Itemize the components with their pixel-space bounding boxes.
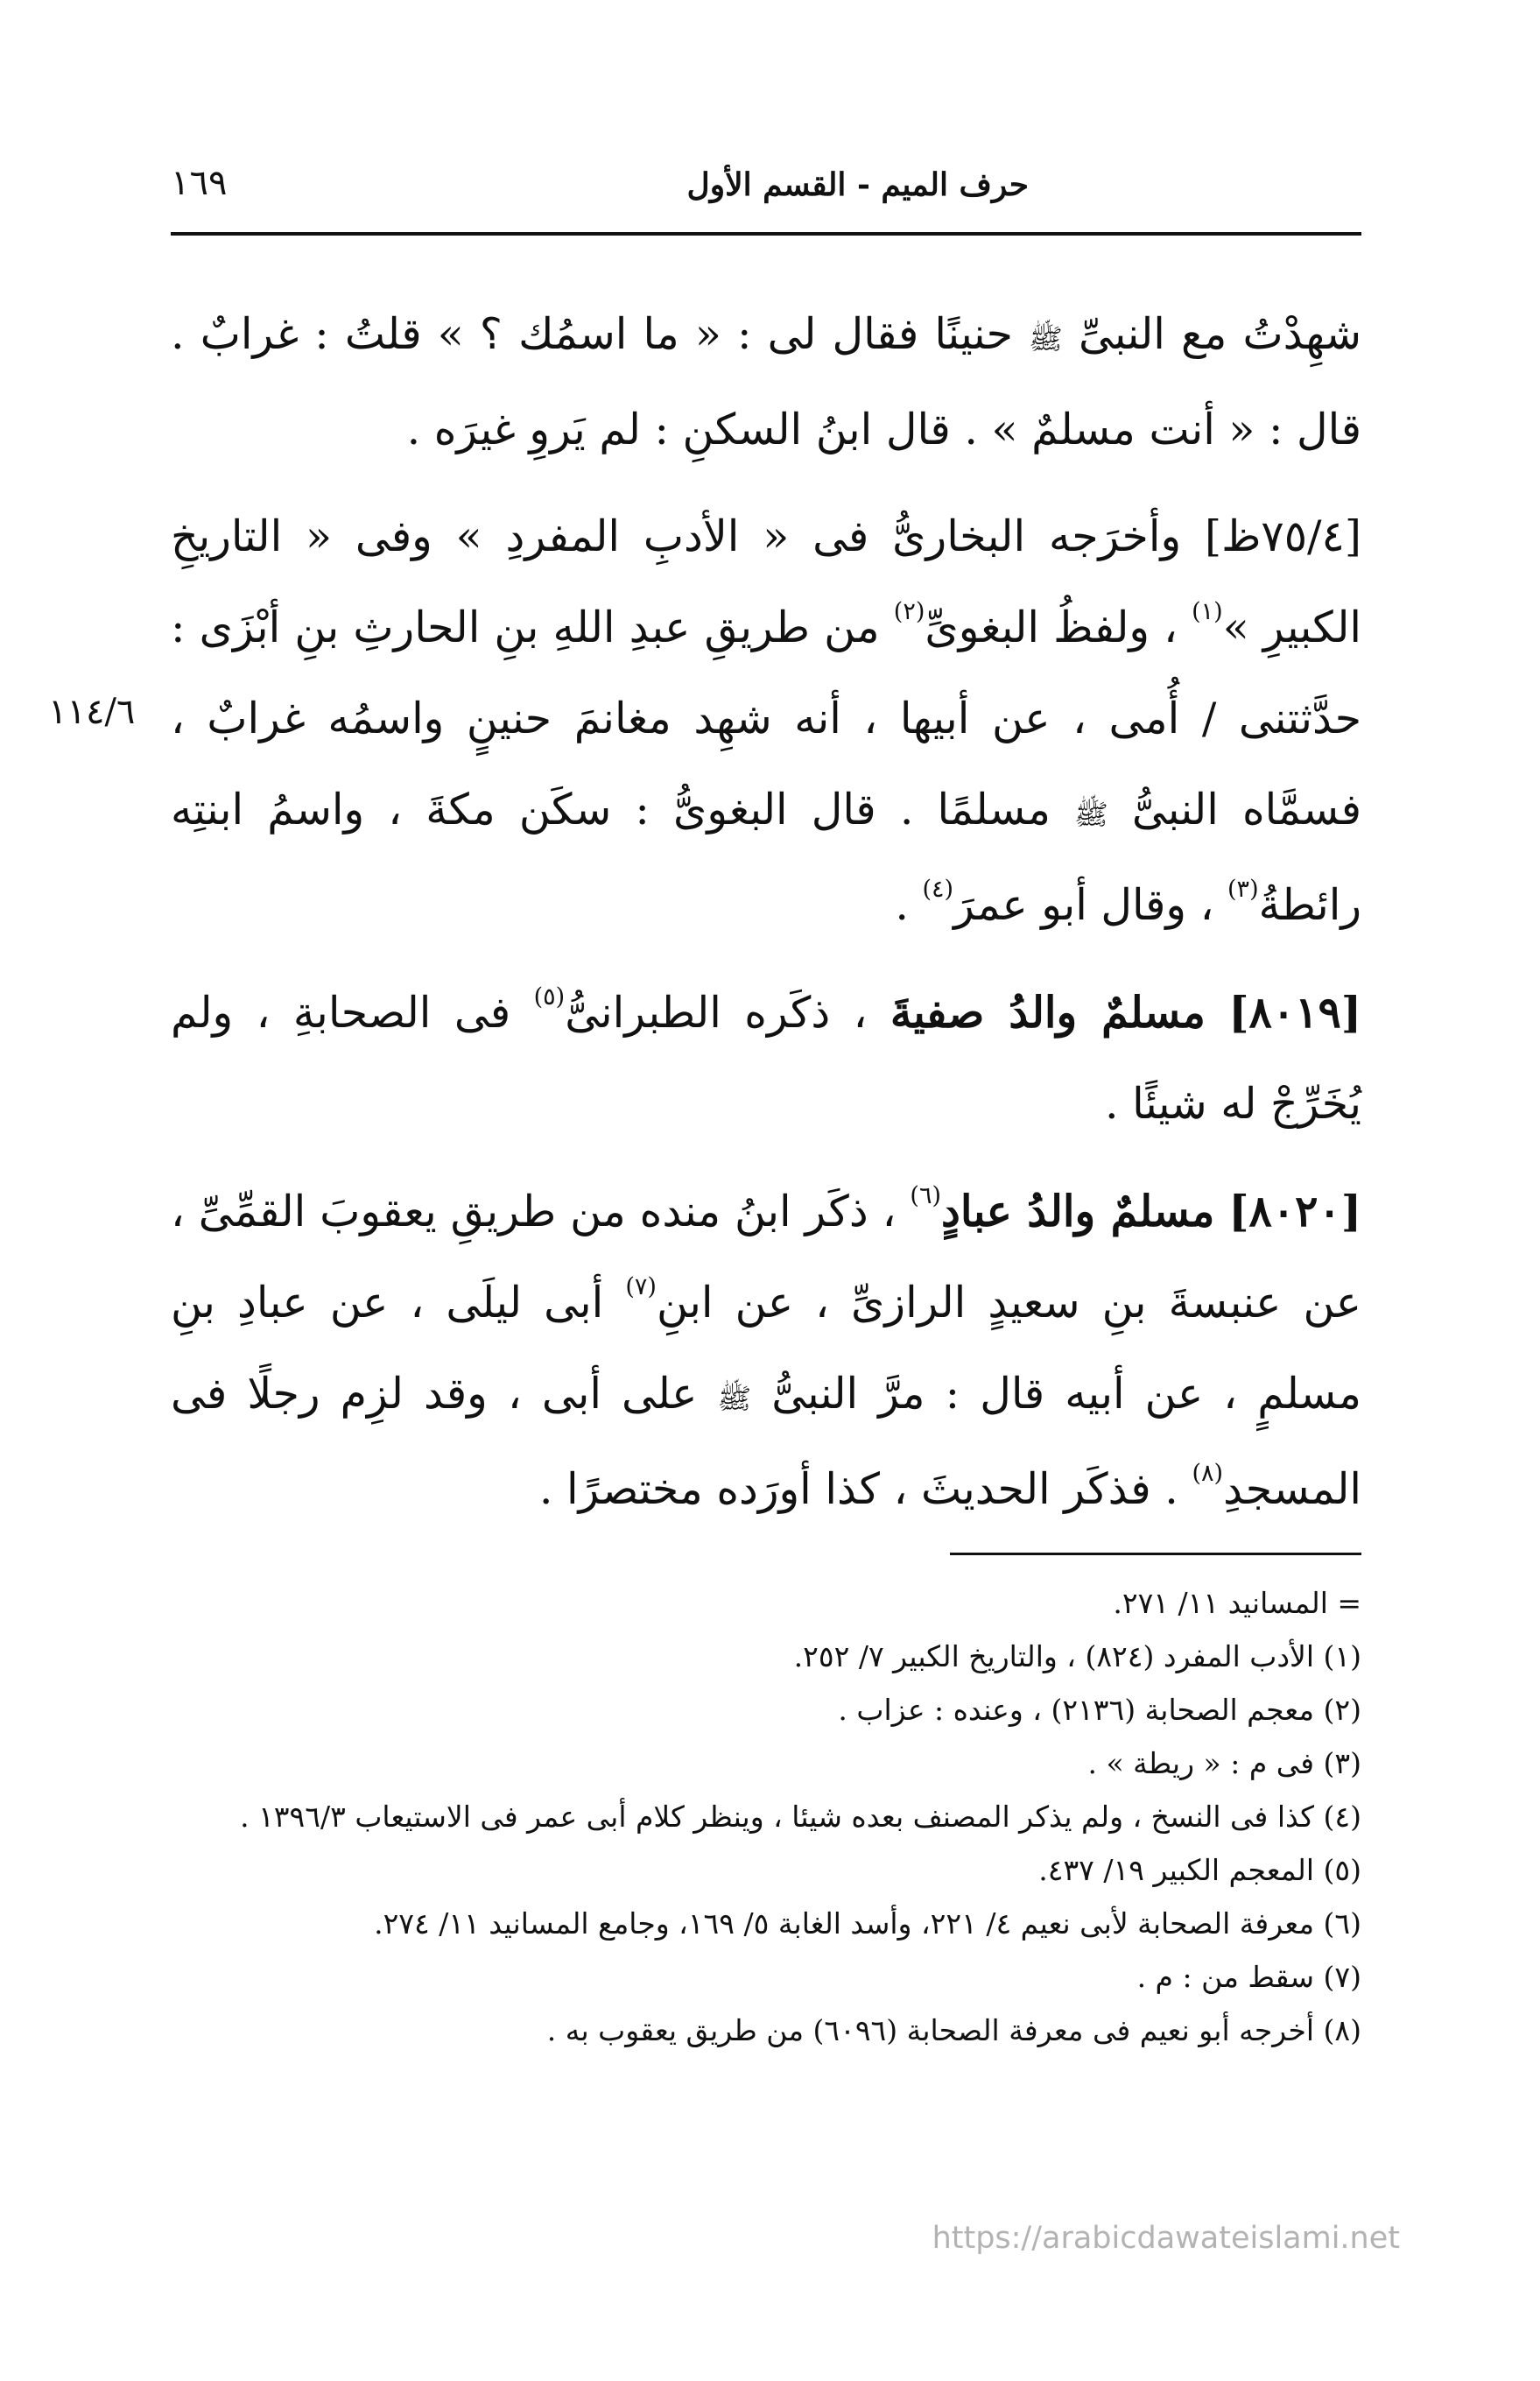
main-text [171, 289, 1361, 1535]
footnote-line: (٦) معرفة الصحابة لأبى نعيم ٤/ ٢٢١، وأسد الغابة ٥/ ١٦٩، وجامع المسانيد ١١/ ٢٧٤. [374, 1906, 1361, 1941]
footnote-marker: (١) [1192, 598, 1223, 625]
text-segment: حنينًا فقال لى : « ما اسمُك ؟ » قلتُ : غرابٌ . قال : « أنت مسلمٌ » . قال ابنُ السكنِ : لم يَروِ غيرَه . [171, 309, 1361, 454]
footnote-line: (٢) معجم الصحابة (٢١٣٦) ، وعنده : عزاب . [838, 1693, 1361, 1727]
entry-8020 [171, 1166, 1361, 1535]
footnote-line: (٣) فى م : « ريطة » . [1087, 1746, 1361, 1780]
entry-number: [٨٠١٩] [1228, 987, 1361, 1038]
text-segment: من طريقِ عبدِ اللهِ بنِ الحارثِ بنِ أبْزَى : حدَّثتنى / أُمى ، عن أبيها ، أنه شهِد مغانمَ حنينٍ واسمُه غرابٌ ، فسمَّاه النبىُّ [171, 602, 1362, 835]
footnote-line: = المسانيد ١١/ ٢٧١. [1113, 1586, 1361, 1620]
paragraph-2 [171, 491, 1361, 951]
entry-number: [٨٠٢٠] [1228, 1186, 1361, 1236]
footnote-line: (٧) سقط من : م . [1136, 1960, 1361, 1994]
footnote-marker: (٤) [922, 876, 954, 903]
watermark-url: https://arabicdawateislami.net [932, 2221, 1400, 2256]
text-segment: ، ولفظُ البغوىِّ [925, 602, 1178, 652]
text-segment: [٧٥/٤ظ] وأخرَجه البخارىُّ فى « الأدبِ المفردِ » وفى « التاريخِ الكبيرِ » [171, 511, 1362, 652]
footnote-marker: (٣) [1227, 876, 1259, 903]
text-segment: ، وقال أبو عمرَ [953, 880, 1214, 930]
text-segment: أبى ليلَى ، عن عبادِ بنِ مسلمٍ ، عن أبيه قال : مرَّ النبىُّ [171, 1278, 1361, 1419]
footnote-marker: (٥) [533, 983, 566, 1011]
footnote-line: (٨) أخرجه أبو نعيم فى معرفة الصحابة (٦٠٩٦) من طريق يعقوب به . [546, 2013, 1361, 2047]
footnote-line: (٥) المعجم الكبير ١٩/ ٤٣٧. [1038, 1853, 1361, 1887]
page-header [171, 158, 1361, 219]
text-segment: على أبى ، وقد لزِم رجلًا فى المسجدِ [171, 1369, 1361, 1514]
footnote-marker: (٢) [893, 598, 925, 625]
entry-name: مسلمٌ والدُ صفيةَ [890, 987, 1206, 1038]
salawat-glyph: ﷺ [1029, 322, 1063, 356]
entry-8019 [171, 967, 1361, 1150]
header-rule [171, 232, 1361, 236]
entry-name: مسلمٌ والدُ عبادٍ [941, 1186, 1215, 1236]
margin-reference: ١١٤/٦ [48, 692, 136, 732]
text-segment: ، ذكَره الطبرانىُّ [565, 988, 868, 1038]
footnote-line: (٤) كذا فى النسخ ، ولم يذكر المصنف بعده شيئا ، وينظر كلام أبى عمر فى الاستيعاب ١٣٩٦/٣ . [240, 1800, 1361, 1834]
page-number: ١٦٩ [171, 163, 228, 203]
footnote-line: (١) الأدب المفرد (٨٢٤) ، والتاريخ الكبير ٧/ ٢٥٢. [793, 1639, 1361, 1673]
text-segment: . فذكَر الحديثَ ، كذا أورَده مختصرًا . [538, 1464, 1178, 1514]
footnote-rule [950, 1553, 1361, 1555]
footnote-marker: (٨) [1192, 1460, 1224, 1487]
footnote-marker: (٦) [910, 1182, 942, 1209]
text-segment: مسلمًا . قال البغوىُّ : سكَن مكةَ ، واسمُ ابنتِه رائطةُ [171, 785, 1361, 930]
running-title: حرف الميم - القسم الأول [686, 166, 1029, 203]
text-segment: فى الصحابةِ ، ولم يُخَرِّجْ له شيئًا . [171, 988, 1361, 1129]
paragraph-1 [171, 289, 1361, 475]
footnote-marker: (٧) [625, 1273, 657, 1300]
salawat-glyph: ﷺ [1074, 798, 1108, 831]
text-segment: . [895, 880, 909, 930]
salawat-glyph: ﷺ [717, 1382, 752, 1415]
footnotes [171, 1576, 1361, 2057]
text-segment: شهِدْتُ مع النبىِّ [1078, 309, 1362, 359]
text-segment: ، ذكَر ابنُ منده من طريقِ يعقوبَ القمِّىِّ ، عن عنبسةَ بنِ سعيدٍ الرازىِّ ، عن ابنِ [171, 1187, 1361, 1328]
